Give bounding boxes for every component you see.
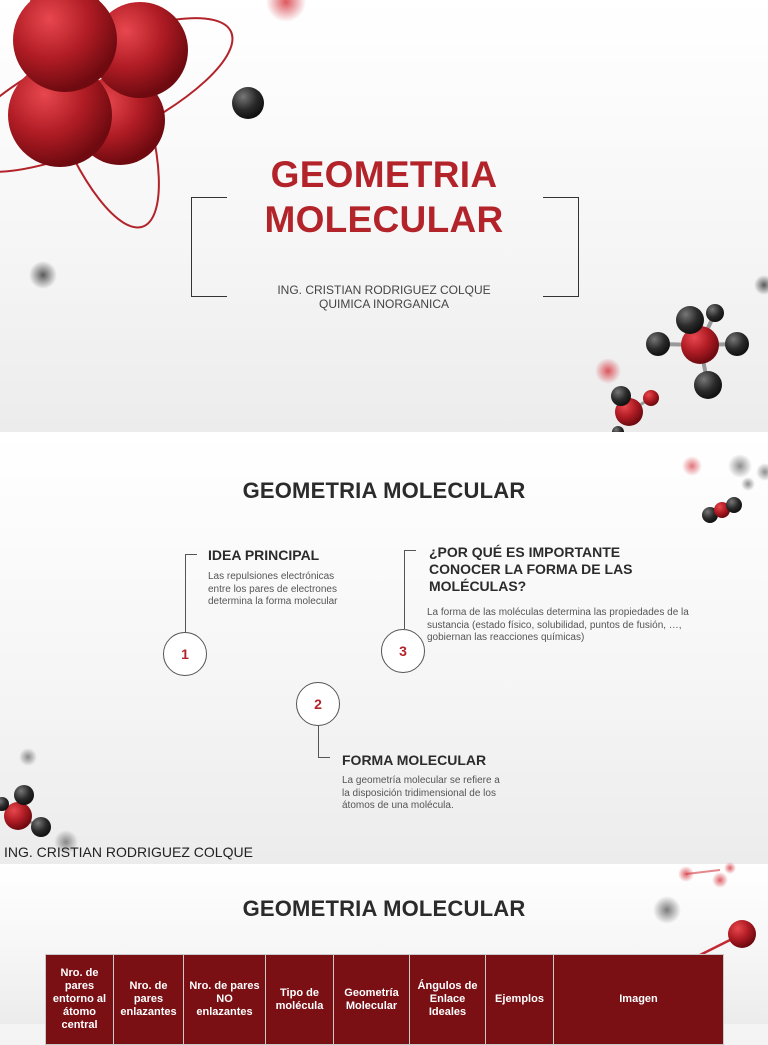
left-bracket bbox=[191, 197, 227, 297]
right-bracket bbox=[543, 197, 579, 297]
footer-author: ING. CRISTIAN RODRIGUEZ COLQUE bbox=[4, 844, 253, 860]
title-line-1: GEOMETRIA bbox=[270, 154, 498, 195]
page-title bbox=[234, 152, 534, 242]
column-header: Nro. de pares enlazantes bbox=[114, 955, 184, 1045]
importance-body: La forma de las moléculas determina las propiedades de la sustancia (estado físico, solubilidad, puntos de fusión, …, gobiernan las reacciones químicas) bbox=[427, 607, 689, 643]
forma-molecular-body: La geometría molecular se refiere a la disposición tridimensional de los átomos de una molécula. bbox=[342, 775, 500, 811]
geometry-table bbox=[45, 954, 724, 1045]
column-header: Tipo de molécula bbox=[266, 955, 334, 1045]
step-2-badge: 2 bbox=[296, 682, 340, 726]
table-slide bbox=[0, 864, 768, 1031]
table-header-row bbox=[46, 955, 724, 1045]
connector-line bbox=[318, 726, 319, 757]
column-header: Ángulos de Enlace Ideales bbox=[410, 955, 486, 1045]
section-heading: GEOMETRIA MOLECULAR bbox=[242, 478, 526, 503]
connector-line bbox=[185, 554, 186, 632]
step-3-badge: 3 bbox=[381, 629, 425, 673]
step-1-badge: 1 bbox=[163, 632, 207, 676]
molecule-icon bbox=[0, 785, 51, 837]
section-heading: GEOMETRIA MOLECULAR bbox=[242, 896, 526, 921]
idea-principal-title: IDEA PRINCIPAL bbox=[208, 547, 320, 563]
atom-icon bbox=[728, 920, 756, 948]
author-name: ING. CRISTIAN RODRIGUEZ COLQUE bbox=[277, 283, 491, 297]
concepts-slide bbox=[0, 432, 768, 864]
connector-line bbox=[185, 554, 197, 555]
idea-principal-body: Las repulsiones electrónicas entre los pares de electrones determina la forma molecular bbox=[208, 571, 338, 607]
title-line-2: MOLECULAR bbox=[264, 199, 504, 240]
importance-title: ¿POR QUÉ ES IMPORTANTE CONOCER LA FORMA DE LAS MOLÉCULAS? bbox=[429, 544, 633, 594]
course-name: QUIMICA INORGANICA bbox=[318, 297, 449, 311]
connector-line bbox=[318, 757, 330, 758]
title-slide bbox=[0, 0, 768, 432]
column-header: Nro. de pares entorno al átomo central bbox=[46, 955, 114, 1045]
column-header: Imagen bbox=[554, 955, 724, 1045]
connector-line bbox=[404, 550, 416, 551]
small-molecule-icon bbox=[611, 386, 659, 438]
column-header: Nro. de pares NO enlazantes bbox=[184, 955, 266, 1045]
subtitle bbox=[234, 283, 534, 311]
forma-molecular-title: FORMA MOLECULAR bbox=[342, 752, 487, 768]
molecule-icon bbox=[646, 304, 749, 399]
column-header: Geometría Molecular bbox=[334, 955, 410, 1045]
column-header: Ejemplos bbox=[486, 955, 554, 1045]
connector-line bbox=[404, 550, 405, 629]
